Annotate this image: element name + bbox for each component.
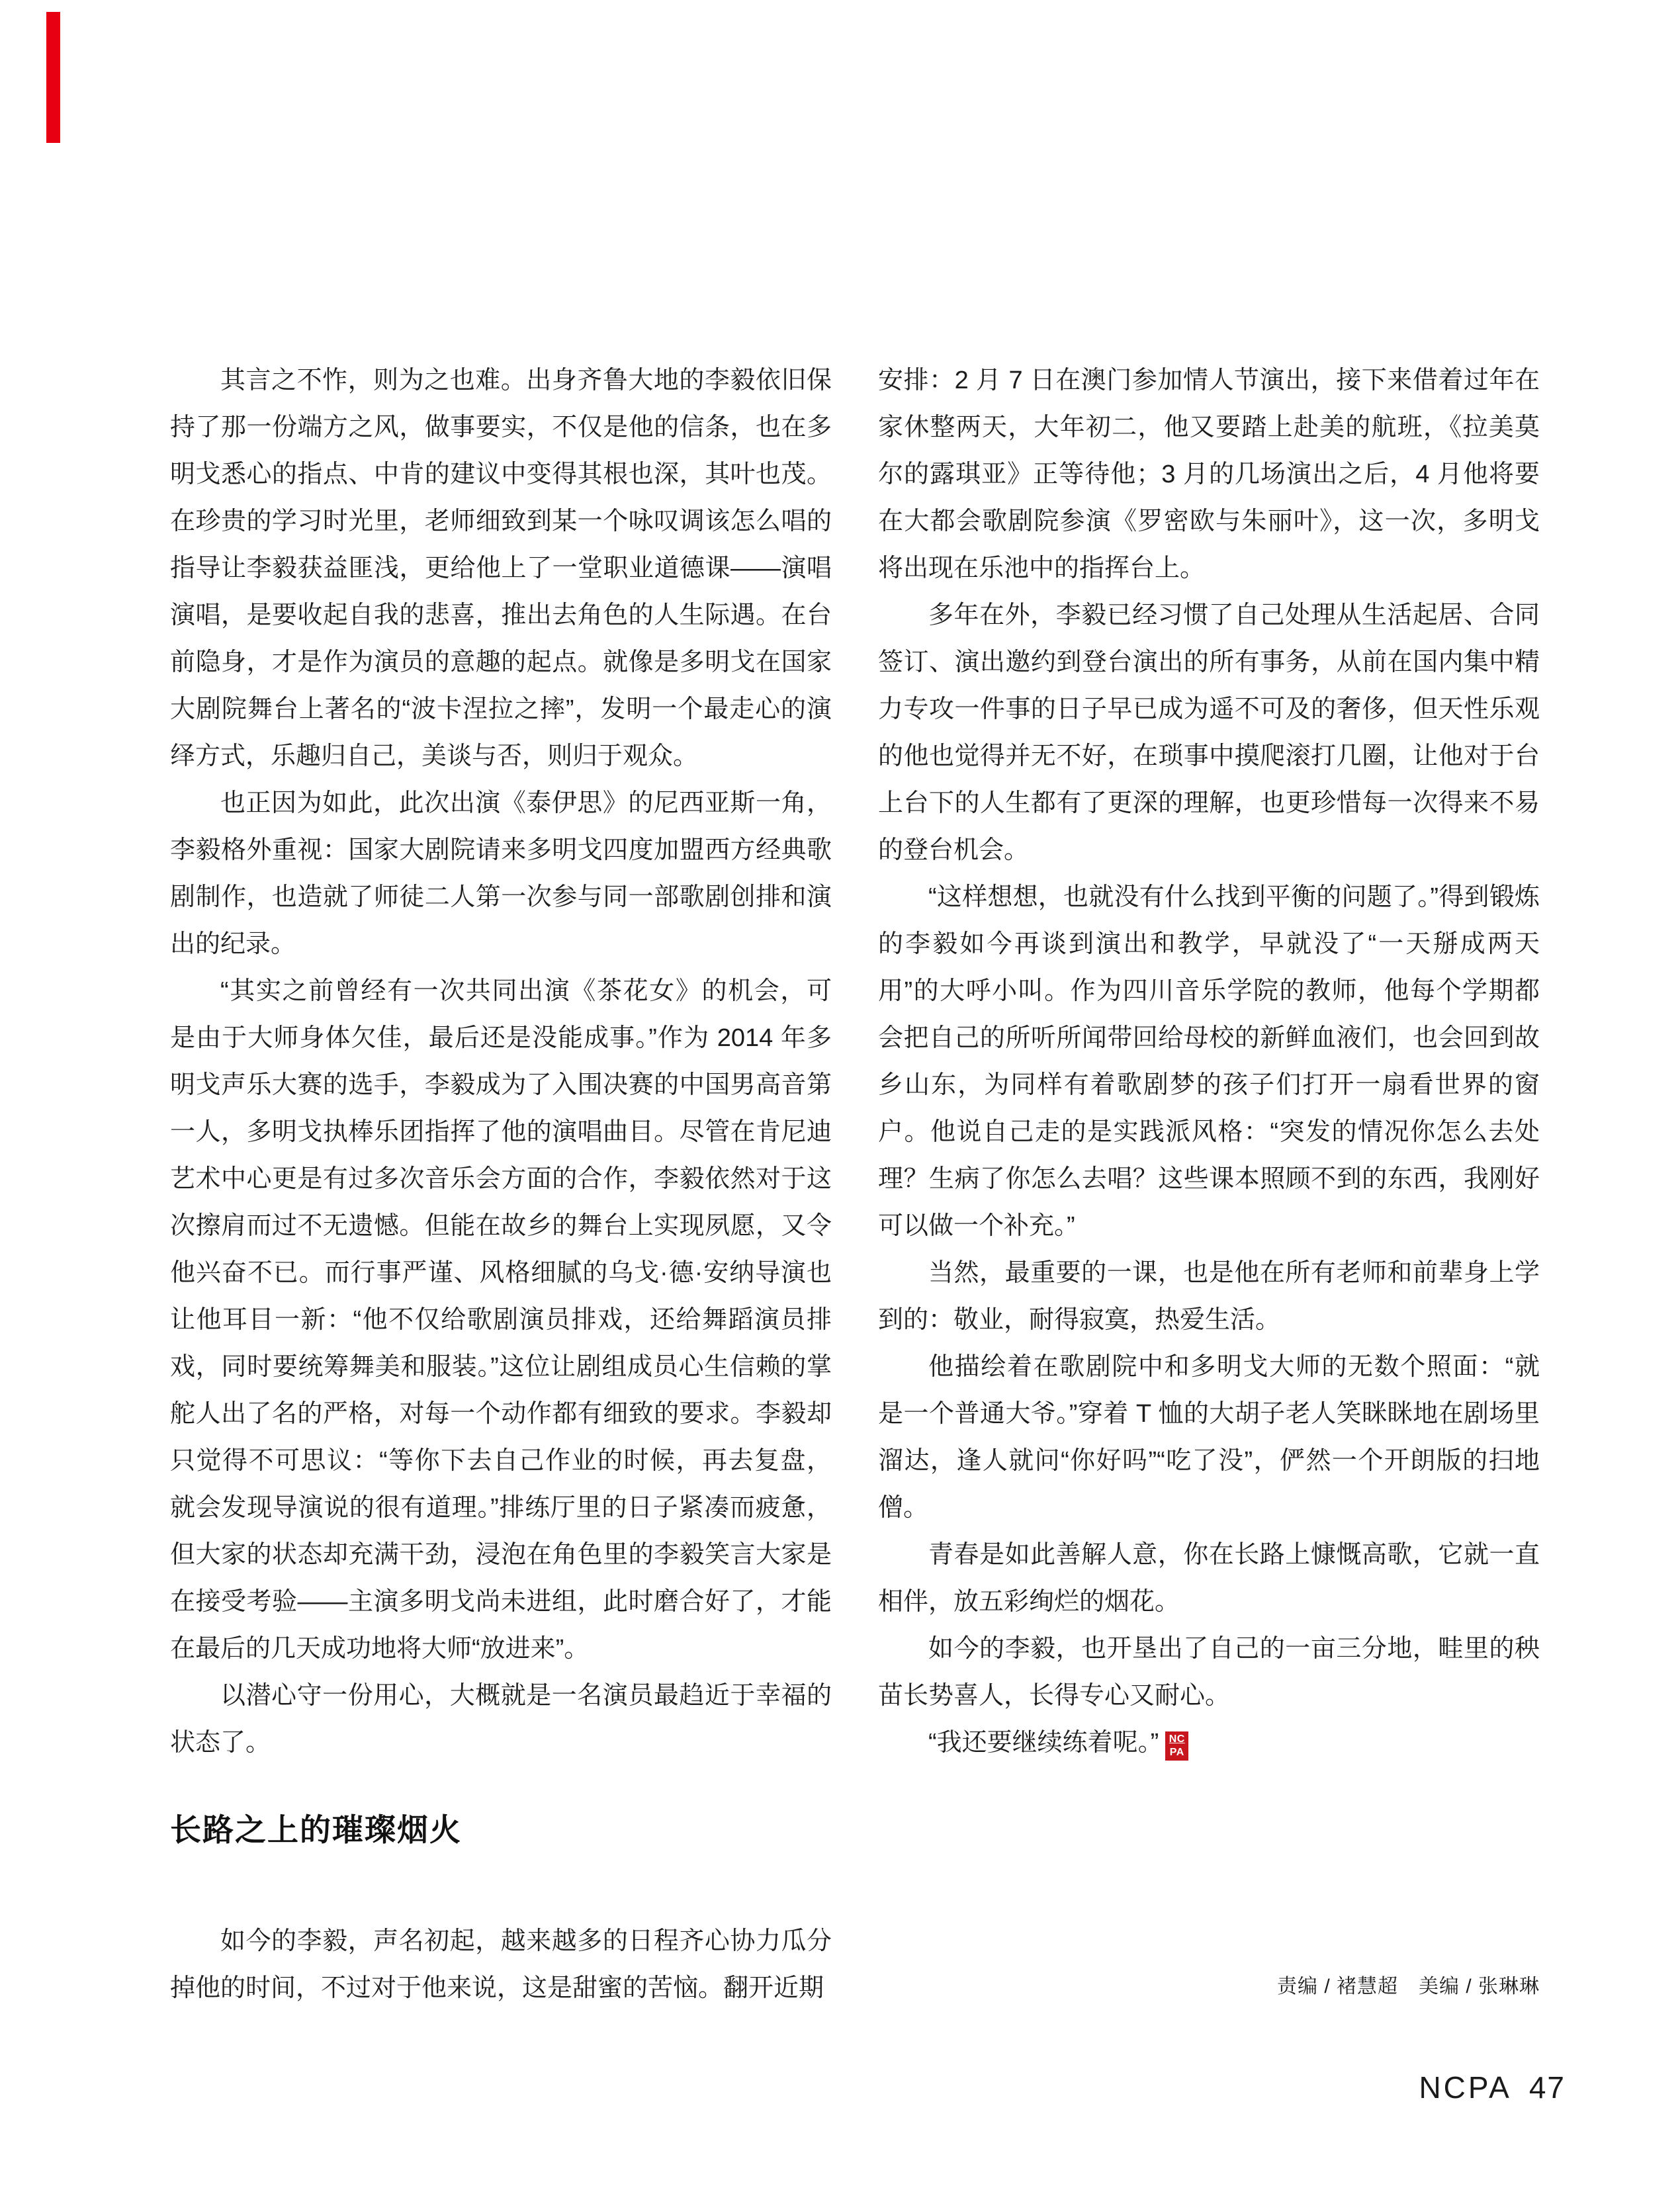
paragraph: 如今的李毅，也开垦出了自己的一亩三分地，畦里的秧苗长势喜人，长得专心又耐心。 (878, 1635, 1540, 1710)
ncpa-seal-line1: NC (1169, 1733, 1185, 1745)
right-column (878, 357, 1540, 1767)
paragraph: 他描绘着在歌剧院中和多明戈大师的无数个照面：“就是一个普通大爷。”穿着 T 恤的大胡子老人笑眯眯地在剧场里溜达，逢人就问“你好吗”“吃了没”，俨然一个开朗版的扫地僧。 (878, 1353, 1540, 1522)
ncpa-seal-line2: PA (1169, 1747, 1184, 1758)
paragraph: 当然，最重要的一课，也是他在所有老师和前辈身上学到的：敬业，耐得寂寞，热爱生活。 (878, 1259, 1540, 1334)
paragraph (878, 1720, 1540, 1767)
page-edge-red-tab (46, 12, 60, 143)
paragraph: 也正因为如此，此次出演《泰伊思》的尼西亚斯一角，李毅格外重视：国家大剧院请来多明戈四度加盟西方经典歌剧制作，也造就了师徒二人第一次参与同一部歌剧创排和演出的纪录。 (170, 789, 832, 958)
paragraph: 其言之不怍，则为之也难。出身齐鲁大地的李毅依旧保持了那一份端方之风，做事要实，不仅是他的信条，也在多明戈悉心的指点、中肯的建议中变得其根也深，其叶也茂。在珍贵的学习时光里，老师细致到某一个咏叹调该怎么唱的指导让李毅获益匪浅，更给他上了一堂职业道德课——演唱演唱，是要收起自我的悲喜，推出去角色的人生际遇。在台前隐身，才是作为演员的意趣的起点。就像是多明戈在国家大剧院舞台上著名的“波卡涅拉之摔”，发明一个最走心的演绎方式，乐趣归自己，美谈与否，则归于观众。 (170, 367, 832, 770)
page-footer (1419, 2072, 1566, 2103)
paragraph: “这样想想，也就没有什么找到平衡的问题了。”得到锻炼的李毅如今再谈到演出和教学，早就没了“一天掰成两天用”的大呼小叫。作为四川音乐学院的教师，他每个学期都会把自己的所听所闻带回给母校的新鲜血液们，也会回到故乡山东，为同样有着歌剧梦的孩子们打开一扇看世界的窗户。他说自己走的是实践派风格：“突发的情况你怎么去处理？生病了你怎么去唱？这些课本照顾不到的东西，我刚好可以做一个补充。” (878, 883, 1540, 1240)
paragraph: 多年在外，李毅已经习惯了自己处理从生活起居、合同签订、演出邀约到登台演出的所有事务，从前在国内集中精力专攻一件事的日子早已成为遥不可及的奢侈，但天性乐观的他也觉得并无不好，在琐事中摸爬滚打几圈，让他对于台上台下的人生都有了更深的理解，也更珍惜每一次得来不易的登台机会。 (878, 601, 1540, 864)
paragraph: 青春是如此善解人意，你在长路上慷慨高歌，它就一直相伴，放五彩绚烂的烟花。 (878, 1541, 1540, 1616)
section-heading: 长路之上的璀璨烟火 (170, 1812, 462, 1847)
closing-quote-text: “我还要继续练着呢。” (928, 1729, 1159, 1757)
paragraph: 以潜心守一份用心，大概就是一名演员最趋近于幸福的状态了。 (170, 1682, 832, 1757)
ncpa-seal-icon (1165, 1731, 1188, 1761)
magazine-brand: NCPA (1419, 2070, 1512, 2105)
paragraph: “其实之前曾经有一次共同出演《茶花女》的机会，可是由于大师身体欠佳，最后还是没能成事。”作为 2014 年多明戈声乐大赛的选手，李毅成为了入围决赛的中国男高音第一人，多明戈执棒乐团指挥了他的演唱曲目。尽管在肯尼迪艺术中心更是有过多次音乐会方面的合作，李毅依然对于这次擦肩而过不无遗憾。但能在故乡的舞台上实现夙愿，又令他兴奋不已。而行事严谨、风格细腻的乌戈·德·安纳导演也让他耳目一新：“他不仅给歌剧演员排戏，还给舞蹈演员排戏，同时要统筹舞美和服装。”这位让剧组成员心生信赖的掌舵人出了名的严格，对每一个动作都有细致的要求。李毅却只觉得不可思议：“等你下去自己作业的时候，再去复盘，就会发现导演说的很有道理。”排练厅里的日子紧凑而疲惫，但大家的状态却充满干劲，浸泡在角色里的李毅笑言大家是在接受考验——主演多明戈尚未进组，此时磨合好了，才能在最后的几天成功地将大师“放进来”。 (170, 977, 832, 1663)
left-column (170, 357, 832, 2012)
paragraph: 安排：2 月 7 日在澳门参加情人节演出，接下来借着过年在家休整两天，大年初二，他又要踏上赴美的航班，《拉美莫尔的露琪亚》正等待他；3 月的几场演出之后，4 月他将要在大都会歌剧院参演《罗密欧与朱丽叶》，这一次，多明戈将出现在乐池中的指挥台上。 (878, 367, 1540, 582)
editor-credits: 责编 / 褚慧超 美编 / 张琳琳 (1276, 1976, 1540, 1997)
page-number-value: 47 (1528, 2070, 1566, 2105)
paragraph: 如今的李毅，声名初起，越来越多的日程齐心协力瓜分掉他的时间，不过对于他来说，这是甜蜜的苦恼。翻开近期 (170, 1927, 832, 2002)
